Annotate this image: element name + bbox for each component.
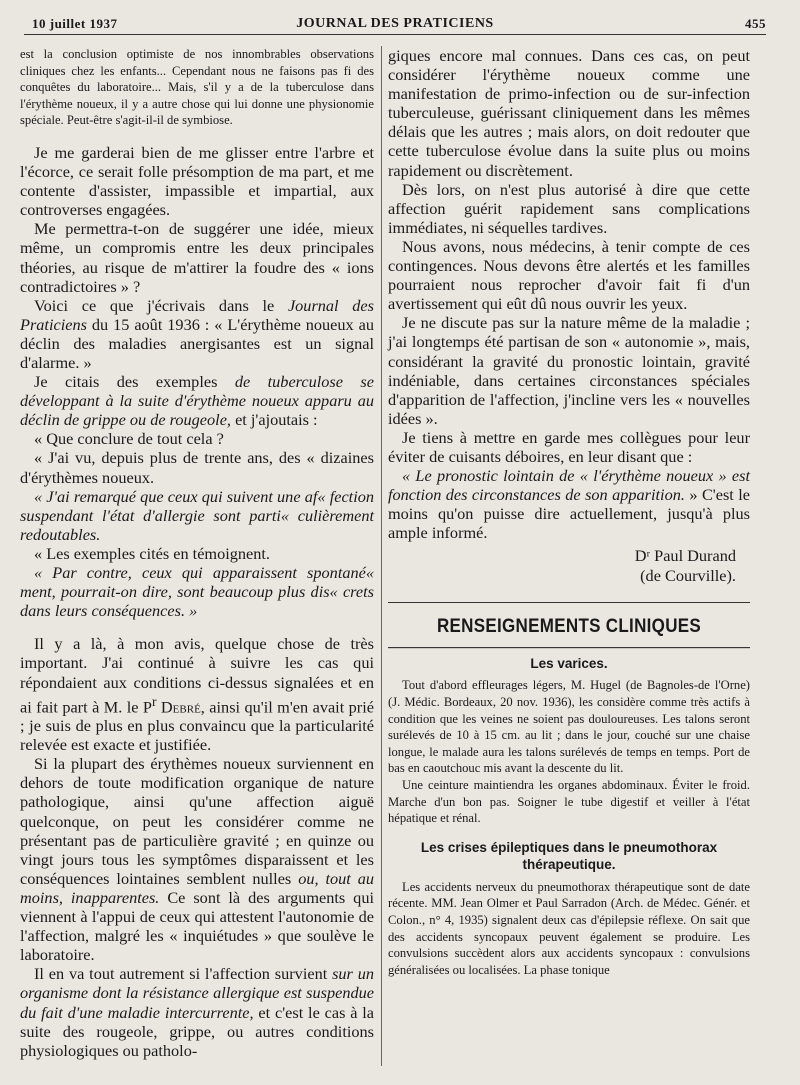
paragraph: Je ne discute pas sur la nature même de la maladie ; j'ai longtemps été partisan de son « autonomie », mais, considérant la gravité du pronostic lointain, gravité indéniable, dans certaines circonstances spéciales d'apparition de l'affection, j'incline vers les « nouvelles idées ». — [388, 313, 750, 428]
paragraph: Je tiens à mettre en garde mes collègues pour leur éviter de cuisants déboires, en leur disant que : — [388, 427, 750, 466]
intro-paragraph: est la conclusion optimiste de nos innombrables observations cliniques chez les enfants... Cependant nous ne faisons pas fi des conquêtes du laboratoire... Mais, s'il y a de la tuberculose dans l'érythème noueux, il y a autre chose qui lui donne une physionomie spéciale. Peut-être s'agit-il-il de symbiose. — [20, 47, 374, 128]
author-name: Dʳ Paul Durand — [634, 546, 736, 566]
subsection-title: Les varices. — [530, 656, 608, 672]
paragraph: Il y a là, à mon avis, quelque chose de très important. J'ai continué à suivre les cas qui répondaient aux conditions ci-dessus signalées et en ai fait part à M. le $P^r$ Debré, ainsi qu'il m'en avait prié ; je suis de plus en plus convaincu que la particularité relevée est exacte et justifiée. — [20, 634, 374, 755]
paragraph: Les accidents nerveux du pneumothorax thérapeutique sont de date récente. MM. Jean Olmer et Paul Sarradon (Arch. de Médec. Génér. et Colon., n° 4, 1935) signalent deux cas d'épilepsie réflexe. On sait que des accidents syncopaux peuvent également se produire. Les convulsions succèdent alors aux accidents syncopaux : convulsions généralisées ou localisées. La phase tonique — [388, 879, 750, 977]
paragraph: Je me garderai bien de me glisser entre l'arbre et l'écorce, ce serait folle présomption de ma part, et me contente d'assister, impassible et impartial, aux controverses engagées. — [20, 142, 374, 220]
quote-line: « Les exemples cités en témoignent. — [34, 543, 271, 563]
paragraph: Nous avons, nous médecins, à tenir compte de ces contingences. Nous devons être alertés et les familles pourraient nous reprocher d'avoir fait fi d'un avertissement qui eût dû nous ouvrir les yeux. — [388, 236, 750, 314]
paragraph: Si la plupart des érythèmes noueux surviennent en dehors de toute modification organique de nature pathologique, ainsi qu'une affection aiguë quelconque, on peut les considérer comme ne présentant pas de particulière gravité ; en quinze ou vingt jours tous les symptômes disparaissent et les conséquences lointaines semblent nulles ou, tout au moins, inapparentes. Ce sont là des arguments qui viennent à l'appui de ceux qui attestent l'autonomie de l'affection, malgré les « inquiétudes » que soulève le laboratoire. — [20, 754, 374, 965]
paragraph: Une ceinture maintiendra les organes abdominaux. Éviter le froid. Marche d'un bon pas. Soigner le tube digestif et veiller à l'état hépatique et rénal. — [388, 778, 750, 826]
quote-line: « J'ai vu, depuis plus de trente ans, des « dizaines d'érythèmes noueux. — [20, 448, 374, 487]
paragraph: Il en va tout autrement si l'affection survient sur un organisme dont la résistance allergique est suspendue du fait d'une maladie intercurrente, et c'est le cas à la suite des rougeole, grippe, ou autres conditions physiologiques ou patholo- — [20, 964, 375, 1060]
quote-line: « Que conclure de tout cela ? — [34, 429, 224, 449]
left-column — [20, 46, 374, 1060]
page-header — [24, 10, 766, 35]
paragraph: Tout d'abord effleurages légers, M. Hugel (de Bagnoles-de l'Orne) (J. Médic. Bordeaux, 20 nov. 1936), les considère comme très actifs à condition que les veines ne soient pas douloureuses. Les talons seront surélevés de 10 à 15 cm. au lit ; dans le jour, couché sur une chaise longue, le malade aura les talons surélevés de temps en temps. Port de bas en caoutchouc mis avant la descente du lit. — [388, 678, 750, 776]
paragraph: giques encore mal connues. Dans ces cas, on peut considérer l'érythème noueux comme une manifestation de primo-infection ou de sur-infection tuberculeuse, guérissant cliniquement dans les mêmes délais que les autres ; mais alors, on doit redouter que cette tuberculose évolue dans la suite plus ou moins rapidement ou discrètement. — [388, 46, 750, 180]
signature — [388, 546, 750, 586]
quote-line: « J'ai remarqué que ceux qui suivent une af« fection suspendant l'état d'allergie sont parti« culièrement redoutables. — [20, 486, 374, 544]
paragraph: Je citais des exemples de tuberculose se développant à la suite d'érythème noueux apparu au déclin de grippe ou de rougeole, et j'ajoutais : — [20, 372, 374, 430]
issue-date: 10 juillet 1937 — [32, 16, 118, 31]
paragraph: Dès lors, on n'est plus autorisé à dire que cette affection guérit rapidement sans complications immédiates, ni séquelles tardives. — [388, 179, 750, 237]
section-title: RENSEIGNEMENTS CLINIQUES — [388, 615, 750, 648]
paragraph: Me permettra-t-on de suggérer une idée, mieux même, un compromis entre les deux principales théories, au risque de m'attirer la foudre des « ions contradictoires » ? — [20, 219, 374, 296]
paragraph: « Le pronostic lointain de « l'érythème noueux » est fonction des circonstances de son apparition. » C'est le moins qu'on puisse dire actuellement, jusqu'à plus ample informé. — [388, 466, 750, 543]
author-location: (de Courville). — [640, 566, 736, 586]
right-column — [388, 46, 750, 978]
page-number: 455 — [745, 16, 766, 31]
quote-line: « Par contre, ceux qui apparaissent spontané« ment, pourrait-on dire, sont beaucoup plus dis« crets dans leurs conséquences. » — [20, 563, 374, 621]
subsection-title: Les crises épileptiques dans le pneumothorax thérapeutique. — [420, 839, 718, 872]
paragraph: Voici ce que j'écrivais dans le Journal des Praticiens du 15 août 1936 : « L'érythème noueux au déclin des maladies anergisantes est un signal d'alarme. » — [20, 295, 374, 372]
column-divider — [381, 46, 382, 1066]
journal-title: JOURNAL DES PRATICIENS — [296, 16, 494, 31]
